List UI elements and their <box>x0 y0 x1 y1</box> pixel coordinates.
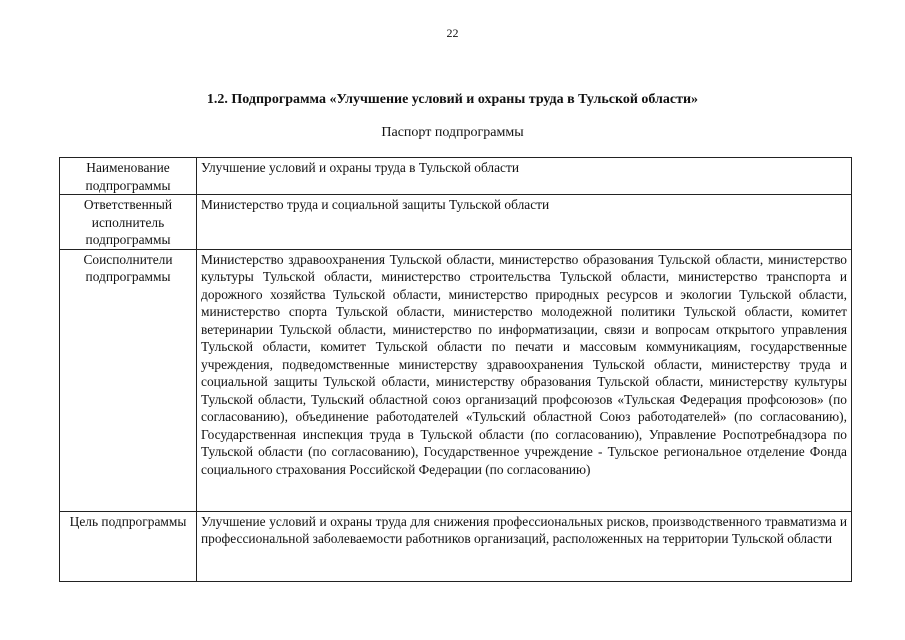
table-row-goal <box>60 511 852 581</box>
row-value-responsible: Министерство труда и социальной защиты Тульской области <box>197 195 852 250</box>
row-value-goal: Улучшение условий и охраны труда для снижения профессиональных рисков, производственного травматизма и профессиональной заболеваемости работников организаций, расположенных на территории Тульской области <box>197 511 852 581</box>
passport-title: Паспорт подпрограммы <box>381 125 524 140</box>
page-number: 22 <box>446 26 459 40</box>
table-row-responsible <box>60 195 852 250</box>
row-label-responsible: Ответственный исполнитель подпрограммы <box>60 195 197 250</box>
passport-table <box>59 157 852 582</box>
row-label-name: Наименование подпрограммы <box>60 158 197 195</box>
row-label-co-executors: Соисполнители подпрограммы <box>60 249 197 511</box>
table-row-co-executors <box>60 249 852 511</box>
table-row-name <box>60 158 852 195</box>
section-title: 1.2. Подпрограмма «Улучшение условий и охраны труда в Тульской области» <box>206 92 699 107</box>
row-value-co-executors: Министерство здравоохранения Тульской области, министерство образования Тульской области, министерство культуры Тульской области, министерство строительства Тульской области, министерство транспорта и дорожного хозяйства Тульской области, министерство природных ресурсов и экологии Тульской области, министерство спорта Тульской области, министерство молодежной политики Тульской области, комитет ветеринарии Тульской области, министерство по информатизации, связи и вопросам открытого управления Тульской области, комитет Тульской области по печати и массовым коммуникациям, государственные учреждения, подведомственные министерству здравоохранения Тульской области, министерству труда и социальной защиты Тульской области, министерству образования Тульской области, министерству культуры Тульской области, Тульский областной союз организаций профсоюзов «Тульская Федерация профсоюзов» (по согласованию), объединение работодателей «Тульский областной Союз работодателей» (по согласованию), Государственная инспекция труда в Тульской области (по согласованию), Управление Роспотребнадзора по Тульской области (по согласованию), Государственное учреждение - Тульское региональное отделение Фонда социального страхования Российской Федерации (по согласованию) <box>197 249 852 511</box>
row-label-goal: Цель подпрограммы <box>60 511 197 581</box>
row-value-name: Улучшение условий и охраны труда в Тульской области <box>197 158 852 195</box>
